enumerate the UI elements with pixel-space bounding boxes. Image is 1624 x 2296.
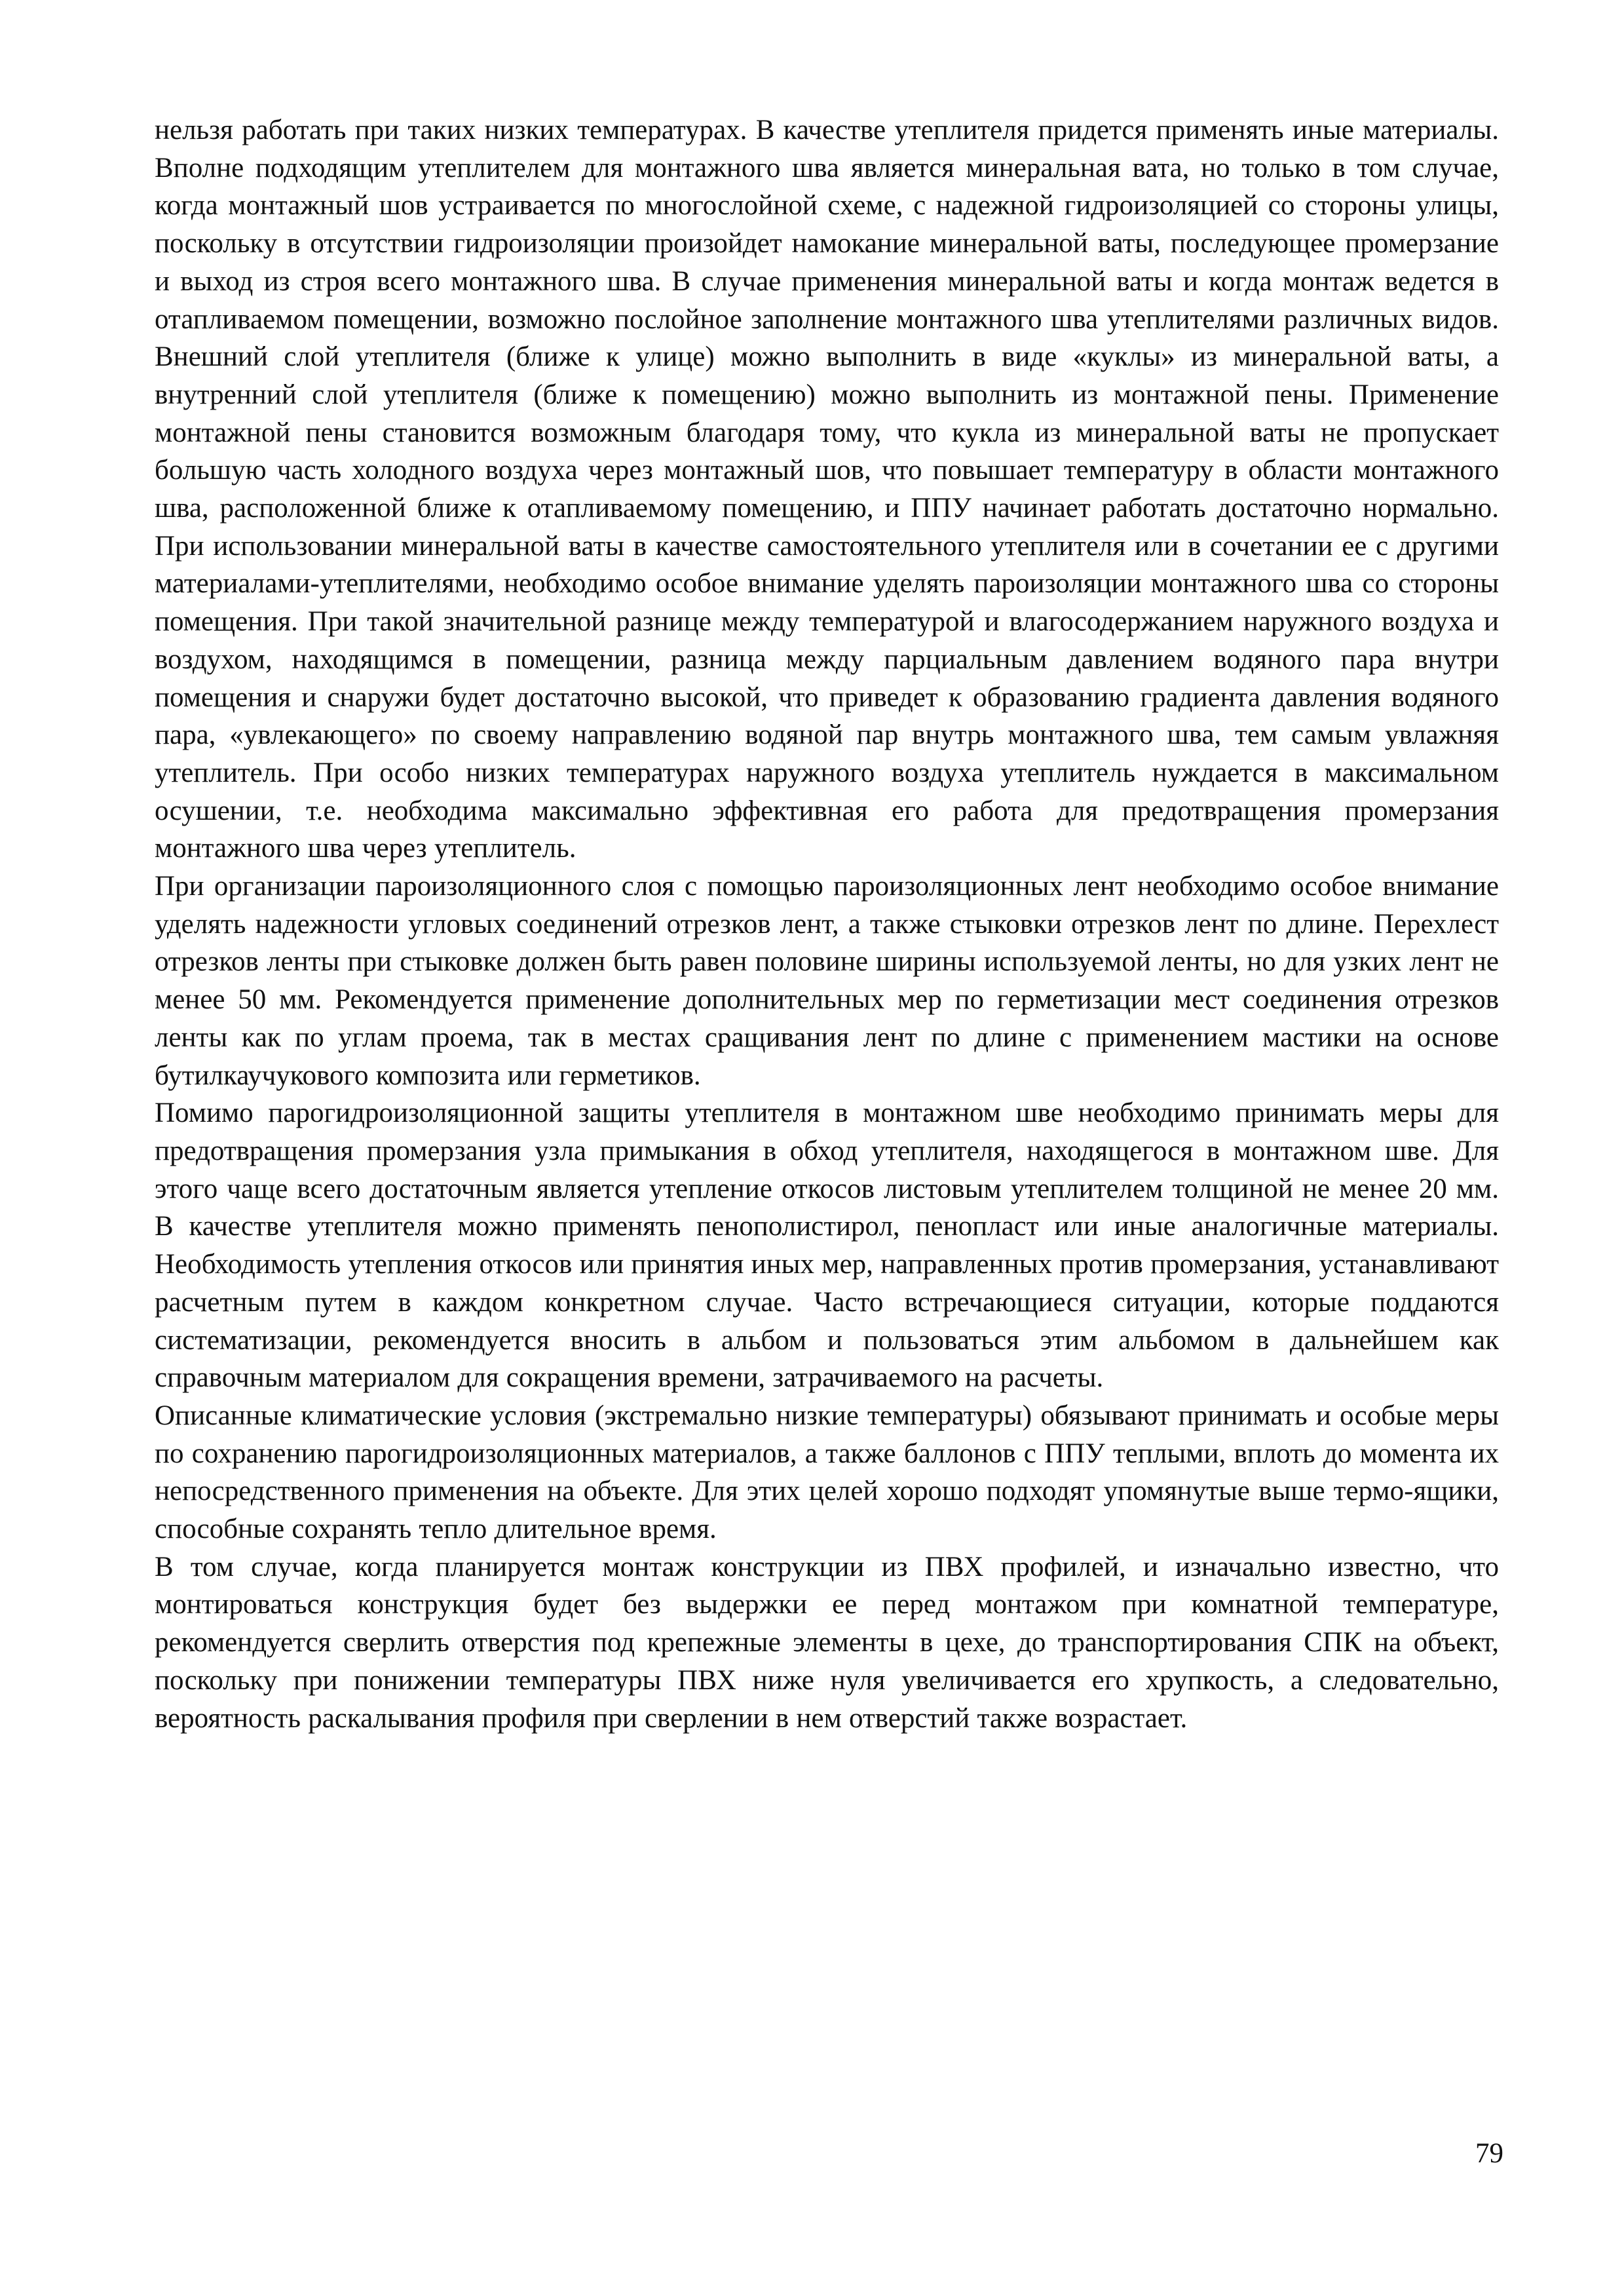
paragraph-5: В том случае, когда планируется монтаж конструкции из ПВХ профилей, и изначально известно, что монтироваться конструкция будет без выдержки ее перед монтажом при комнатной температуре, рекомендуется сверлить отверстия под крепежные элементы в цехе, до транспортирования СПК на объект, поскольку при понижении температуры ПВХ ниже нуля увеличивается его хрупкость, а следовательно, вероятность раскалывания профиля при сверлении в нем отверстий также возрастает. [155, 1551, 1499, 1734]
body-text [155, 111, 1499, 1737]
page-number: 79 [1475, 2138, 1503, 2169]
paragraph-3: Помимо парогидроизоляционной защиты утеплителя в монтажном шве необходимо принимать меры для предотвращения промерзания узла примыкания в обход утеплителя, находящегося в монтажном шве. Для этого чаще всего достаточным является утепление откосов листовым утеплителем толщиной не менее 20 мм. В качестве утеплителя можно применять пенополистирол, пенопласт или иные аналогичные материалы. Необходимость утепления откосов или принятия иных мер, направленных против промерзания, устанавливают расчетным путем в каждом конкретном случае. Часто встречающиеся ситуации, которые поддаются систематизации, рекомендуется вносить в альбом и пользоваться этим альбомом в дальнейшем как справочным материалом для сокращения времени, затрачиваемого на расчеты. [155, 1098, 1499, 1394]
paragraph-2: При организации пароизоляционного слоя с помощью пароизоляционных лент необходимо особое внимание уделять надежности угловых соединений отрезков лент, а также стыковки отрезков лент по длине. Перехлест отрезков ленты при стыковке должен быть равен половине ширины используемой ленты, но для узких лент не менее 50 мм. Рекомендуется применение дополнительных мер по герметизации мест соединения отрезков ленты как по углам проема, так в местах сращивания лент по длине с применением мастики на основе бутилкаучукового композита или герметиков. [155, 871, 1499, 1091]
paragraph-1: нельзя работать при таких низких температурах. В качестве утеплителя придется применять иные материалы. Вполне подходящим утеплителем для монтажного шва является минеральная вата, но только в том случае, когда монтажный шов устраивается по многослойной схеме, с надежной гидроизоляцией со стороны улицы, поскольку в отсутствии гидроизоляции произойдет намокание минеральной ваты, последующее промерзание и выход из строя всего монтажного шва. В случае применения минеральной ваты и когда монтаж ведется в отапливаемом помещении, возможно послойное заполнение монтажного шва утеплителями различных видов. Внешний слой утеплителя (ближе к улице) можно выполнить в виде «куклы» из минеральной ваты, а внутренний слой утеплителя (ближе к помещению) можно выполнить из монтажной пены. Применение монтажной пены становится возможным благодаря тому, что кукла из минеральной ваты не пропускает большую часть холодного воздуха через монтажный шов, что повышает температуру в области монтажного шва, расположенной ближе к отапливаемому помещению, и ППУ начинает работать достаточно нормально. При использовании минеральной ваты в качестве самостоятельного утеплителя или в сочетании ее с другими материалами-утеплителями, необходимо особое внимание уделять пароизоляции монтажного шва со стороны помещения. При такой значительной разнице между температурой и влагосодержанием наружного воздуха и воздухом, находящимся в помещении, разница между парциальным давлением водяного пара внутри помещения и снаружи будет достаточно высокой, что приведет к образованию градиента давления водяного пара, «увлекающего» по своему направлению водяной пар внутрь монтажного шва, тем самым увлажняя утеплитель. При особо низких температурах наружного воздуха утеплитель нуждается в максимальном осушении, т.е. необходима максимально эффективная его работа для предотвращения промерзания монтажного шва через утеплитель. [155, 115, 1499, 864]
paragraph-4: Описанные климатические условия (экстремально низкие температуры) обязывают принимать и особые меры по сохранению парогидроизоляционных материалов, а также баллонов с ППУ теплыми, вплоть до момента их непосредственного применения на объекте. Для этих целей хорошо подходят упомянутые выше термо-ящики, способные сохранять тепло длительное время. [155, 1400, 1499, 1545]
